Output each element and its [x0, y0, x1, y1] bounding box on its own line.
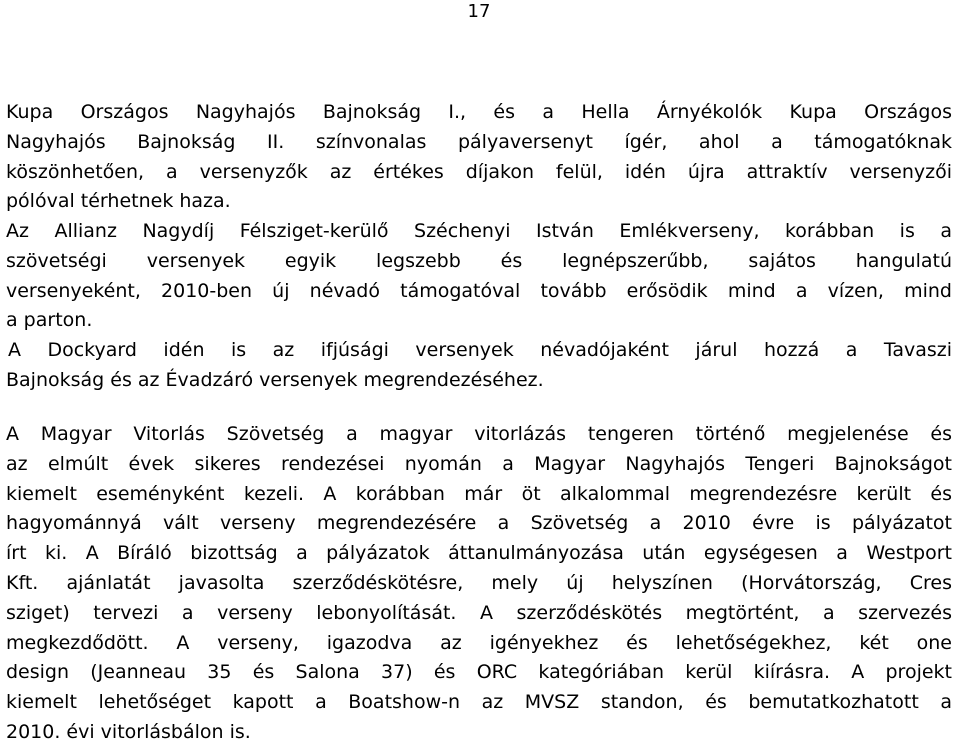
text-line: köszönhetően, a versenyzők az értékes díjakon felül, idén újra attraktív versenyzői: [6, 160, 952, 183]
text-line: kiemelt lehetőséget kapott a Boatshow-n az MVSZ standon, és bemutatkozhatott a: [6, 691, 952, 714]
text-line: 2010. évi vitorlásbálon is.: [6, 720, 251, 743]
text-line: megkezdődött. A verseny, igazodva az igényekhez és lehetőségekhez, két one: [6, 631, 952, 654]
text-line: pólóval térhetnek haza.: [6, 190, 231, 213]
text-line: A Dockyard idén is az ifjúsági versenyek névadójaként járul hozzá a Tavaszi: [8, 339, 952, 361]
text-line: design (Jeanneau 35 és Salona 37) és ORC kategóriában kerül kiírásra. A projekt: [6, 661, 952, 684]
text-line: versenyeként, 2010-ben új névadó támogatóval tovább erősödik mind a vízen, mind: [6, 279, 952, 302]
text-line: az elmúlt évek sikeres rendezései nyomán a Magyar Nagyhajós Tengeri Bajnokságot: [6, 452, 952, 475]
text-line: írt ki. A Bíráló bizottság a pályázatok áttanulmányozása után egységesen a Westport: [6, 542, 952, 565]
paragraph-dockyard: [6, 336, 952, 396]
paragraph-sea-championship: [6, 420, 952, 748]
text-line: kiemelt eseményként kezeli. A korábban már öt alkalommal megrendezésre került és: [6, 482, 952, 505]
text-line: sziget) tervezi a verseny lebonyolítását. A szerződéskötés megtörtént, a szervezés: [6, 601, 952, 624]
paragraph-allianz-grand-prix: [6, 217, 952, 336]
text-line: hagyománnyá vált verseny megrendezésére a Szövetség a 2010 évre is pályázatot: [6, 512, 952, 535]
paragraph-cup-championship: [6, 98, 952, 217]
text-line: A Magyar Vitorlás Szövetség a magyar vitorlázás tengeren történő megjelenése és: [6, 423, 952, 445]
text-line: Nagyhajós Bajnokság II. színvonalas pályaversenyt ígér, ahol a támogatóknak: [6, 130, 952, 153]
page-number: 17: [467, 1, 491, 22]
text-line: Kupa Országos Nagyhajós Bajnokság I., és a Hella Árnyékolók Kupa Országos: [6, 101, 952, 123]
text-line: Bajnokság és az Évadzáró versenyek megrendezéséhez.: [6, 368, 544, 391]
text-line: Az Allianz Nagydíj Félsziget-kerülő Széchenyi István Emlékverseny, korábban is a: [6, 220, 952, 242]
text-line: a parton.: [6, 309, 93, 332]
text-line: szövetségi versenyek egyik legszebb és legnépszerűbb, sajátos hangulatú: [6, 249, 952, 272]
text-line: Kft. ajánlatát javasolta szerződéskötésre, mely új helyszínen (Horvátország, Cres: [6, 571, 952, 594]
